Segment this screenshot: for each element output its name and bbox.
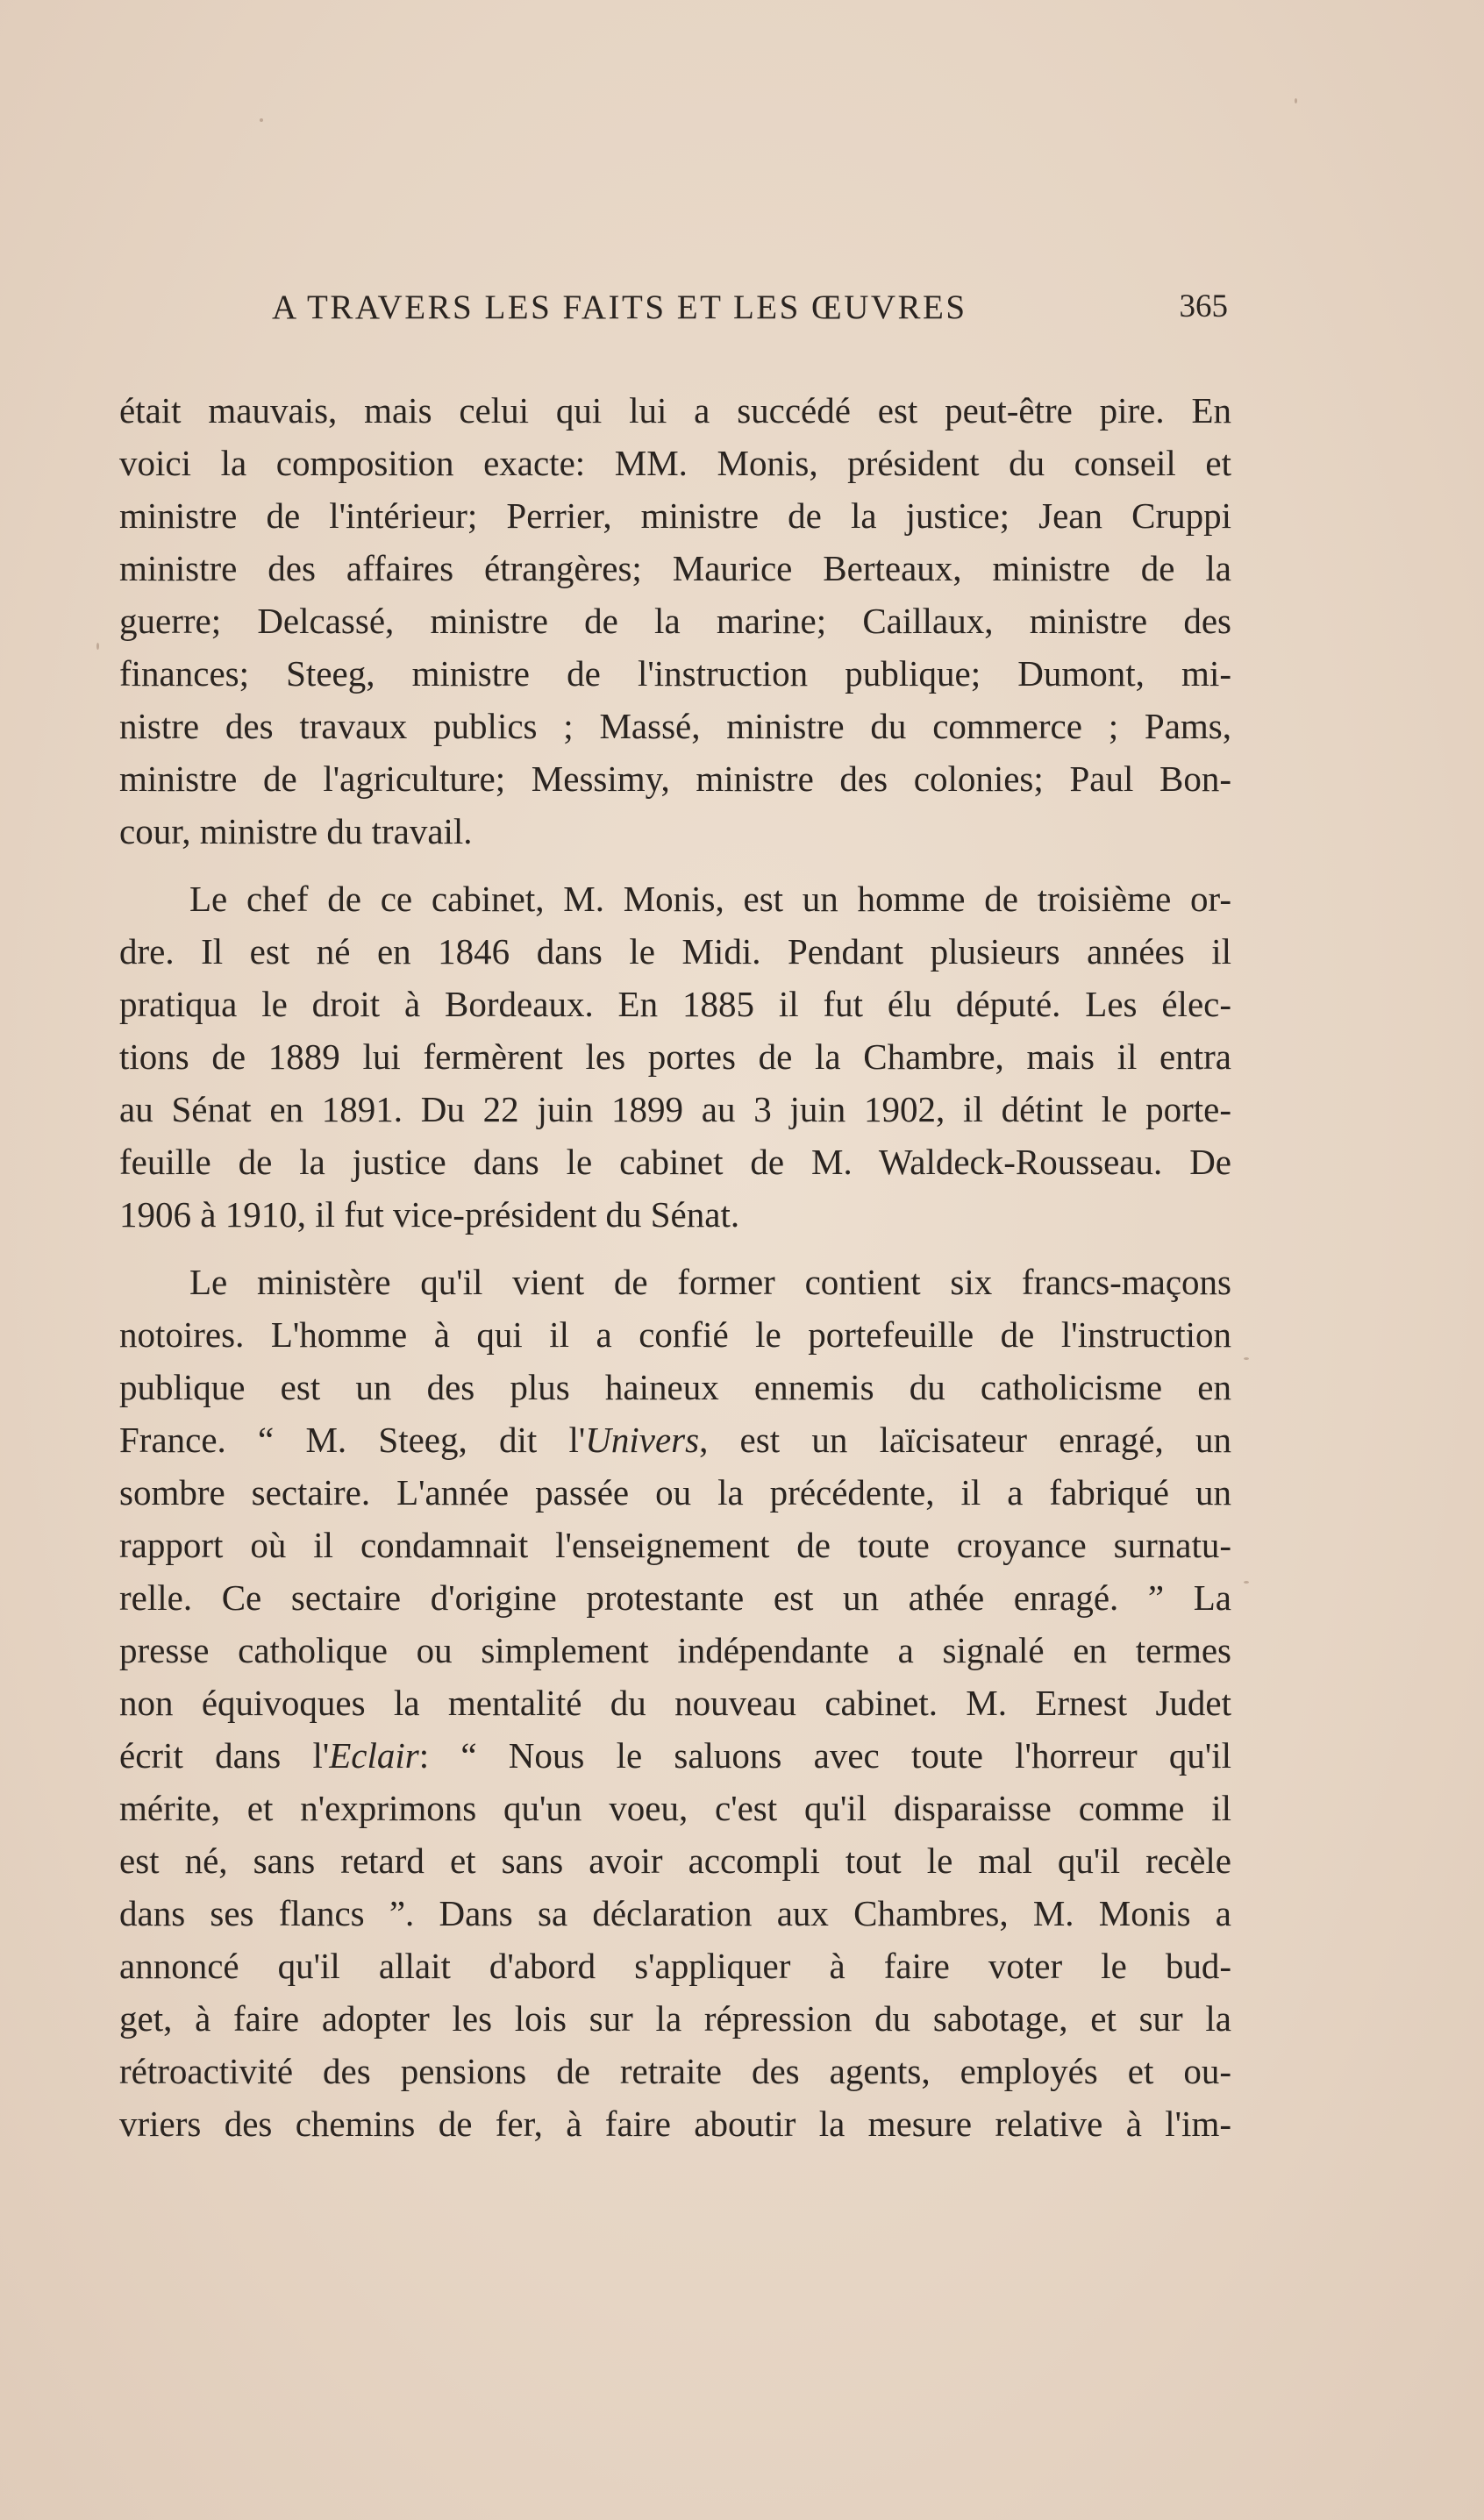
paragraph-3 xyxy=(119,1256,1231,2150)
paragraph-2 xyxy=(119,872,1231,1241)
text-line: finances; Steeg, ministre de l'instruction publique; Dumont, mi- xyxy=(119,653,1231,694)
text-line: 1906 à 1910, il fut vice-président du Sénat. xyxy=(119,1194,740,1235)
text-line: était mauvais, mais celui qui lui a succédé est peut-être pire. En xyxy=(119,390,1231,431)
text-line: relle. Ce sectaire d'origine protestante est un athée enragé. ” La xyxy=(119,1577,1231,1618)
text-line: mérite, et n'exprimons qu'un voeu, c'est qu'il disparaisse comme il xyxy=(119,1788,1231,1828)
text-line: cour, ministre du travail. xyxy=(119,811,473,851)
page-number: 365 xyxy=(1179,288,1228,324)
text-line: rétroactivité des pensions de retraite des agents, employés et ou- xyxy=(119,2051,1231,2091)
text-line: ministre de l'intérieur; Perrier, ministre de la justice; Jean Cruppi xyxy=(119,495,1231,536)
running-title: A TRAVERS LES FAITS ET LES ŒUVRES xyxy=(272,288,967,326)
text-line: pratiqua le droit à Bordeaux. En 1885 il fut élu député. Les élec- xyxy=(119,984,1231,1024)
paragraph-1 xyxy=(119,384,1231,858)
text-line: publique est un des plus haineux ennemis du catholicisme en xyxy=(119,1367,1231,1407)
text-line: feuille de la justice dans le cabinet de M. Waldeck-Rousseau. De xyxy=(119,1142,1231,1182)
text-line: notoires. L'homme à qui il a confié le portefeuille de l'instruction xyxy=(119,1314,1231,1355)
text-line: ministre des affaires étrangères; Maurice Berteaux, ministre de la xyxy=(119,548,1231,588)
text-line: annoncé qu'il allait d'abord s'appliquer à faire voter le bud- xyxy=(119,1946,1231,1986)
text-line: presse catholique ou simplement indépendante a signalé en termes xyxy=(119,1630,1231,1670)
body-text xyxy=(119,384,1231,2165)
text-line: Le ministère qu'il vient de former contient six francs-maçons xyxy=(189,1262,1231,1302)
text-line: écrit dans l'Eclair: “ Nous le saluons avec toute l'horreur qu'il xyxy=(119,1735,1232,1776)
text-line: au Sénat en 1891. Du 22 juin 1899 au 3 juin 1902, il détint le porte- xyxy=(119,1089,1231,1129)
text-line: sombre sectaire. L'année passée ou la précédente, il a fabriqué un xyxy=(119,1472,1231,1513)
text-line: est né, sans retard et sans avoir accompli tout le mal qu'il recèle xyxy=(119,1840,1231,1881)
text-line: non équivoques la mentalité du nouveau cabinet. M. Ernest Judet xyxy=(119,1683,1231,1723)
text-line: voici la composition exacte: MM. Monis, président du conseil et xyxy=(119,443,1231,483)
paper-speck xyxy=(1295,98,1297,103)
text-line: France. “ M. Steeg, dit l'Univers, est un laïcisateur enragé, un xyxy=(119,1420,1231,1460)
text-line: rapport où il condamnait l'enseignement de toute croyance surnatu- xyxy=(119,1525,1231,1565)
paper-speck xyxy=(96,643,99,650)
text-line: guerre; Delcassé, ministre de la marine; Caillaux, ministre des xyxy=(119,601,1231,641)
text-line: tions de 1889 lui fermèrent les portes de la Chambre, mais il entra xyxy=(119,1036,1231,1077)
paper-speck xyxy=(1244,1357,1249,1360)
text-line: Le chef de ce cabinet, M. Monis, est un homme de troisième or- xyxy=(189,879,1231,919)
text-line: nistre des travaux publics ; Massé, ministre du commerce ; Pams, xyxy=(119,706,1231,746)
text-line: vriers des chemins de fer, à faire aboutir la mesure relative à l'im- xyxy=(119,2104,1231,2144)
text-line: ministre de l'agriculture; Messimy, ministre des colonies; Paul Bon- xyxy=(119,758,1231,799)
running-head xyxy=(272,288,1254,331)
text-line: dans ses flancs ”. Dans sa déclaration aux Chambres, M. Monis a xyxy=(119,1893,1231,1933)
paper-speck xyxy=(1244,1581,1249,1584)
paper-speck xyxy=(260,118,263,122)
text-line: get, à faire adopter les lois sur la répression du sabotage, et sur la xyxy=(119,1998,1231,2039)
text-line: dre. Il est né en 1846 dans le Midi. Pendant plusieurs années il xyxy=(119,931,1231,972)
